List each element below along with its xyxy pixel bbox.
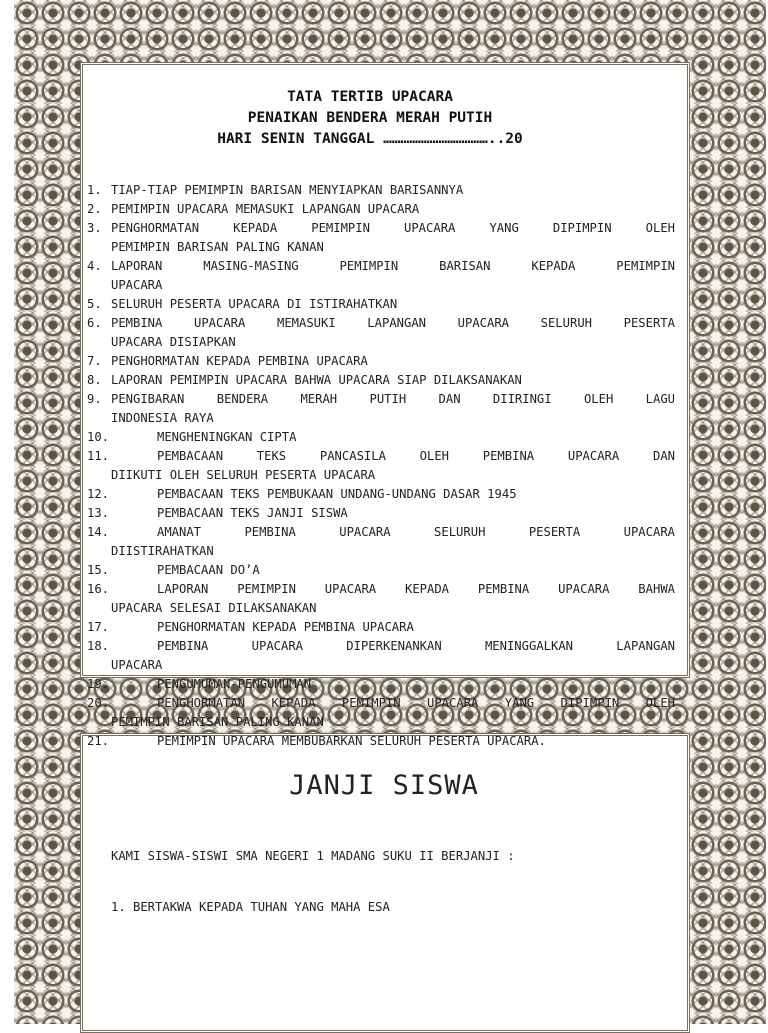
list-item-text: SELURUH PESERTA UPACARA DI ISTIRAHATKAN [111, 297, 398, 311]
doc-date-line: HARI SENIN TANGGAL ………………………………..20 [217, 131, 523, 147]
list-item-continuation: DIIKUTI OLEH SELURUH PESERTA UPACARA [111, 468, 376, 482]
list-item [87, 732, 675, 751]
pledge-title: JANJI SISWA [289, 770, 479, 801]
list-item-number: 5. [87, 297, 102, 311]
list-item-text: PEMBACAAN TEKS PEMBUKAAN UNDANG-UNDANG DASAR 1945 [157, 487, 517, 501]
list-item [87, 257, 675, 276]
list-item [87, 675, 675, 694]
list-item [87, 219, 675, 238]
list-item-number: 20. [87, 696, 110, 710]
list-item [87, 181, 675, 200]
pledge-item: 1. BERTAKWA KEPADA TUHAN YANG MAHA ESA [111, 900, 390, 914]
list-item [87, 447, 675, 466]
list-item-number: 15. [87, 563, 110, 577]
list-item [87, 694, 675, 713]
list-item-number: 11. [87, 449, 110, 463]
list-item [87, 580, 675, 599]
list-item-text: PEMBINA UPACARA DIPERKENANKAN MENINGGALKAN LAPANGAN [157, 639, 675, 653]
list-item-text: PENGIBARAN BENDERA MERAH PUTIH DAN DIIRINGI OLEH LAGU [111, 392, 675, 406]
list-item-text: PENGHORMATAN KEPADA PEMBINA UPACARA [157, 620, 414, 634]
list-item [87, 371, 675, 390]
list-item-number: 10. [87, 430, 110, 444]
rules-list [87, 181, 675, 751]
list-item-number: 18. [87, 639, 110, 653]
list-item-number: 3. [87, 221, 102, 235]
list-item [87, 504, 675, 523]
list-item-text: PEMBACAAN TEKS JANJI SISWA [157, 506, 348, 520]
list-item-text: PEMBACAAN DO’A [157, 563, 260, 577]
list-item-continuation: UPACARA [111, 278, 163, 292]
list-item [87, 523, 675, 542]
list-item-number: 8. [87, 373, 102, 387]
list-item-text: PENGHORMATAN KEPADA PEMIMPIN UPACARA YANG DIPIMPIN OLEH [157, 696, 675, 710]
list-item-number: 1. [87, 183, 102, 197]
list-item [87, 561, 675, 580]
list-item-continuation: PEMIMPIN BARISAN PALING KANAN [111, 240, 324, 254]
list-item-number: 6. [87, 316, 102, 330]
list-item-text: TIAP-TIAP PEMIMPIN BARISAN MENYIAPKAN BARISANNYA [111, 183, 464, 197]
list-item-number: 2. [87, 202, 102, 216]
list-item-text: PENGHORMATAN KEPADA PEMBINA UPACARA [111, 354, 368, 368]
list-item-text: LAPORAN MASING-MASING PEMIMPIN BARISAN KEPADA PEMIMPIN [111, 259, 675, 273]
list-item [87, 200, 675, 219]
list-item [87, 314, 675, 333]
doc-title: TATA TERTIB UPACARA [287, 89, 453, 105]
list-item-number: 13. [87, 506, 110, 520]
list-item-number: 4. [87, 259, 102, 273]
list-item-continuation: UPACARA DISIAPKAN [111, 335, 236, 349]
list-item-number: 19. [87, 677, 110, 691]
list-item-text: PENGUMUMAN-PENGUMUMAN [157, 677, 312, 691]
list-item-continuation: INDONESIA RAYA [111, 411, 214, 425]
list-item-text: PEMIMPIN UPACARA MEMASUKI LAPANGAN UPACARA [111, 202, 420, 216]
list-item [87, 637, 675, 656]
list-item-number: 16. [87, 582, 110, 596]
list-item-number: 9. [87, 392, 102, 406]
list-item-continuation: UPACARA SELESAI DILAKSANAKAN [111, 601, 317, 615]
list-item-number: 7. [87, 354, 102, 368]
list-item-continuation: UPACARA [111, 658, 163, 672]
doc-subtitle: PENAIKAN BENDERA MERAH PUTIH [247, 110, 493, 126]
list-item-number: 21. [87, 734, 110, 748]
list-item-text: LAPORAN PEMIMPIN UPACARA KEPADA PEMBINA UPACARA BAHWA [157, 582, 675, 596]
list-item [87, 390, 675, 409]
list-item [87, 352, 675, 371]
list-item [87, 618, 675, 637]
list-item-text: PEMIMPIN UPACARA MEMBUBARKAN SELURUH PESERTA UPACARA. [157, 734, 546, 748]
list-item [87, 295, 675, 314]
list-item-text: LAPORAN PEMIMPIN UPACARA BAHWA UPACARA SIAP DILAKSANAKAN [111, 373, 522, 387]
list-item-continuation: PEMIMPIN BARISAN PALING KANAN [111, 715, 324, 729]
list-item-number: 17. [87, 620, 110, 634]
list-item-text: PEMBINA UPACARA MEMASUKI LAPANGAN UPACARA SELURUH PESERTA [111, 316, 675, 330]
list-item-continuation: DIISTIRAHATKAN [111, 544, 214, 558]
list-item-text: AMANAT PEMBINA UPACARA SELURUH PESERTA UPACARA [157, 525, 675, 539]
list-item-number: 14. [87, 525, 110, 539]
list-item [87, 485, 675, 504]
pledge-intro: KAMI SISWA-SISWI SMA NEGERI 1 MADANG SUKU II BERJANJI : [111, 849, 515, 863]
list-item-number: 12. [87, 487, 110, 501]
list-item [87, 428, 675, 447]
list-item-text: PEMBACAAN TEKS PANCASILA OLEH PEMBINA UPACARA DAN [157, 449, 675, 463]
list-item-text: MENGHENINGKAN CIPTA [157, 430, 297, 444]
list-item-text: PENGHORMATAN KEPADA PEMIMPIN UPACARA YANG DIPIMPIN OLEH [111, 221, 675, 235]
